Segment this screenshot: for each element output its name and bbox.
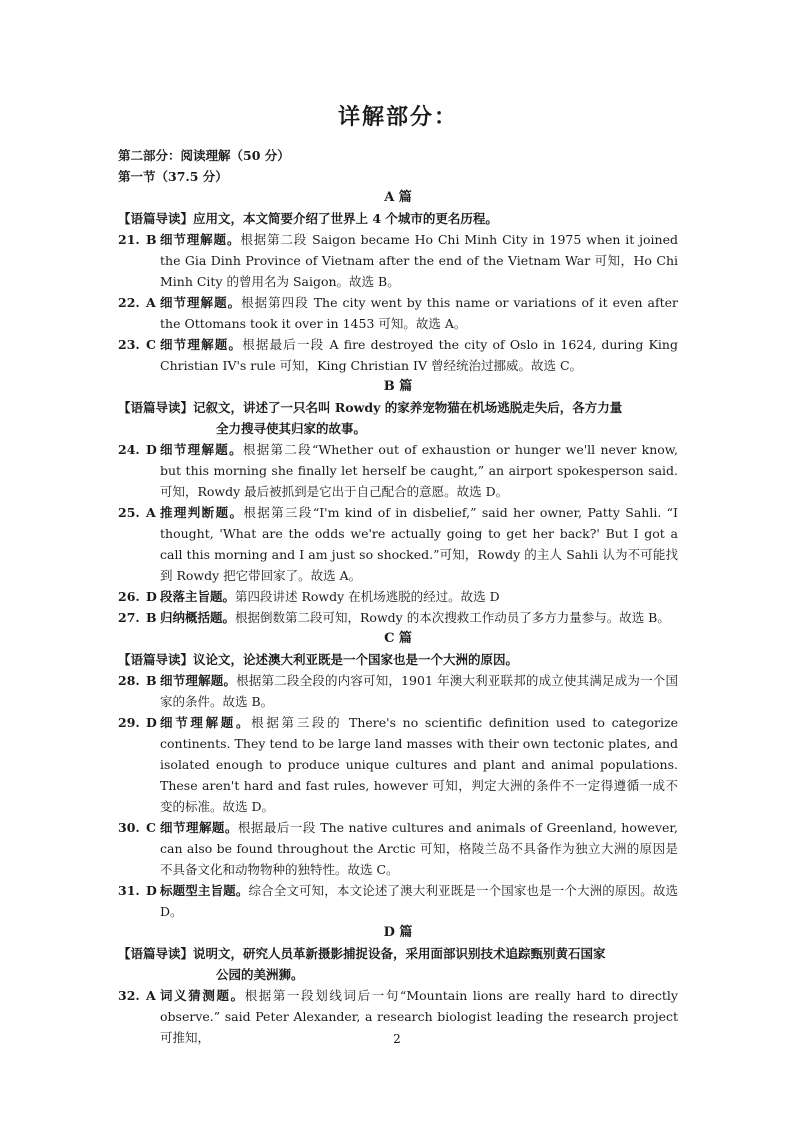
answer-letter: C — [146, 337, 156, 352]
passage-heading: D 篇 — [383, 925, 413, 940]
explanation-text: 根据第二段全段的内容可知，1901 年澳大利亚联邦的成立使其满足成为一个国家的条件。故选 B。 — [160, 673, 678, 709]
document-page — [118, 100, 678, 1048]
explanation-body — [160, 712, 678, 817]
question-number: 31. — [118, 883, 140, 898]
explanation-text: 根据倒数第二段可知，Rowdy 的本次搜救工作动员了多方力量参与。故选 B。 — [235, 610, 670, 625]
answer-letter: B — [146, 232, 157, 247]
question-number: 22. — [118, 295, 140, 310]
intro-text: 记叙文，讲述了一只名叫 Rowdy 的家养宠物猫在机场逃脱走失后，各方力量 — [193, 400, 623, 415]
explanation-text: 根据第三段的 There's no scientific definition used to categorize continents. They tend to be large land masses with their own tectonic plates, and isolated enough to produce unique cultures and plant and animal populations. These aren't hard and fast rules, however 可知，判定大洲的条件不一定得遵循一成不变的标准。故选 D。 — [160, 715, 678, 814]
question-type: 细节理解题。 — [160, 715, 252, 730]
question-type: 细节理解题。 — [160, 232, 241, 247]
question-explanation — [118, 439, 678, 502]
answer-letter: C — [146, 820, 156, 835]
passage-heading: C 篇 — [384, 631, 412, 646]
question-type: 段落主旨题。 — [160, 589, 236, 604]
answer-letter: B — [146, 673, 157, 688]
question-explanation — [118, 292, 678, 334]
question-explanation — [118, 880, 678, 922]
intro-label: 【语篇导读】 — [118, 946, 194, 961]
question-number: 29. — [118, 715, 140, 730]
page-title: 详解部分： — [337, 104, 458, 130]
question-explanation — [118, 229, 678, 292]
answer-letter: D — [146, 883, 157, 898]
passages-container — [118, 187, 678, 1048]
question-number: 25. — [118, 505, 140, 520]
question-explanation — [118, 817, 678, 880]
intro-text: 应用文，本文简要介绍了世界上 4 个城市的更名历程。 — [193, 211, 498, 226]
answer-letter: A — [146, 505, 156, 520]
explanation-body — [160, 817, 678, 880]
question-explanation — [118, 712, 678, 817]
question-explanation — [118, 670, 678, 712]
question-explanation — [118, 334, 678, 376]
intro-text-continued: 公园的美洲狮。 — [216, 967, 304, 982]
question-explanation — [118, 586, 678, 607]
answer-letter: A — [146, 295, 156, 310]
explanation-text: 综合全文可知，本文论述了澳大利亚既是一个国家也是一个大洲的原因。故选 D。 — [160, 883, 678, 919]
question-type: 标题型主旨题。 — [160, 883, 249, 898]
explanation-text: 根据最后一段 A fire destroyed the city of Oslo in 1624, during King Christian IV's rule 可知，King Christian IV 曾经统治过挪威。故选 C。 — [160, 337, 678, 373]
question-type: 细节理解题。 — [160, 295, 242, 310]
intro-text-continued: 全力搜寻使其归家的故事。 — [216, 421, 367, 436]
question-number: 28. — [118, 673, 140, 688]
question-type: 推理判断题。 — [160, 505, 244, 520]
explanation-body — [160, 334, 678, 376]
intro-label: 【语篇导读】 — [118, 400, 194, 415]
passage-intro — [118, 649, 678, 670]
explanation-text: 根据第一段划线词后一句“Mountain lions are really hard to directly observe.” said Peter Alexander, a research biologist leading the research project 可推知， — [160, 988, 678, 1045]
answer-letter: A — [146, 988, 156, 1003]
answer-letter: B — [146, 610, 157, 625]
question-number: 21. — [118, 232, 140, 247]
passage-intro — [118, 397, 678, 439]
explanation-body — [160, 670, 678, 712]
answer-letter: D — [146, 715, 157, 730]
intro-text: 说明文，研究人员革新摄影捕捉设备，采用面部识别技术追踪甄别黄石国家 — [193, 946, 606, 961]
question-number: 23. — [118, 337, 140, 352]
question-type: 归纳概括题。 — [160, 610, 236, 625]
explanation-text: 根据第四段 The city went by this name or variations of it even after the Ottomans took it over in 1453 可知。故选 A。 — [160, 295, 678, 331]
question-number: 27. — [118, 610, 140, 625]
explanation-text: 根据第二段 Saigon became Ho Chi Minh City in 1975 when it joined the Gia Dinh Province of Vietnam after the end of the Vietnam War 可知，Ho Chi Minh City 的曾用名为 Saigon。故选 B。 — [160, 232, 678, 289]
answer-letter: D — [146, 442, 157, 457]
question-type: 细节理解题。 — [160, 673, 237, 688]
explanation-text: 根据第三段“I'm kind of in disbelief,” said her owner, Patty Sahli. “I thought, 'What are the odds we're actually going to get her back?' But I got a call this morning and I am just so shocked.”可知，Rowdy 的主人 Sahli 认为不可能找到 Rowdy 把它带回家了。故选 A。 — [160, 505, 678, 583]
passage-heading: A 篇 — [384, 190, 412, 205]
explanation-body — [160, 607, 678, 628]
explanation-body — [160, 292, 678, 334]
question-number: 24. — [118, 442, 140, 457]
section-heading: 第一节（37.5 分） — [118, 169, 228, 184]
answer-letter: D — [146, 589, 157, 604]
question-number: 26. — [118, 589, 140, 604]
passage-heading: B 篇 — [383, 379, 413, 394]
explanation-body — [160, 880, 678, 922]
intro-label: 【语篇导读】 — [118, 652, 194, 667]
explanation-text: 根据第二段“Whether out of exhaustion or hunger we'll never know, but this morning she finally let herself be caught,” an airport spokesperson said.可知，Rowdy 最后被抓到是它出于自己配合的意愿。故选 D。 — [160, 442, 678, 499]
question-explanation — [118, 607, 678, 628]
question-type: 细节理解题。 — [160, 337, 243, 352]
explanation-body — [160, 502, 678, 586]
question-explanation — [118, 502, 678, 586]
explanation-body — [160, 229, 678, 292]
question-type: 细节理解题。 — [160, 442, 243, 457]
question-type: 词义猜测题。 — [160, 988, 245, 1003]
page-number: 2 — [393, 1032, 401, 1046]
explanation-body — [160, 439, 678, 502]
question-type: 细节理解题。 — [160, 820, 238, 835]
question-number: 32. — [118, 988, 140, 1003]
intro-label: 【语篇导读】 — [118, 211, 194, 226]
explanation-text: 第四段讲述 Rowdy 在机场逃脱的经过。故选 D — [235, 589, 500, 604]
passage-intro — [118, 208, 678, 229]
explanation-text: 根据最后一段 The native cultures and animals of Greenland, however, can also be found throughout the Arctic 可知，格陵兰岛不具备作为独立大洲的原因是不具备文化和动物物种的独特性。故选 C。 — [160, 820, 678, 877]
question-number: 30. — [118, 820, 140, 835]
part-heading: 第二部分：阅读理解（50 分） — [118, 148, 290, 163]
intro-text: 议论文，论述澳大利亚既是一个国家也是一个大洲的原因。 — [193, 652, 519, 667]
explanation-body — [160, 586, 678, 607]
passage-intro — [118, 943, 678, 985]
